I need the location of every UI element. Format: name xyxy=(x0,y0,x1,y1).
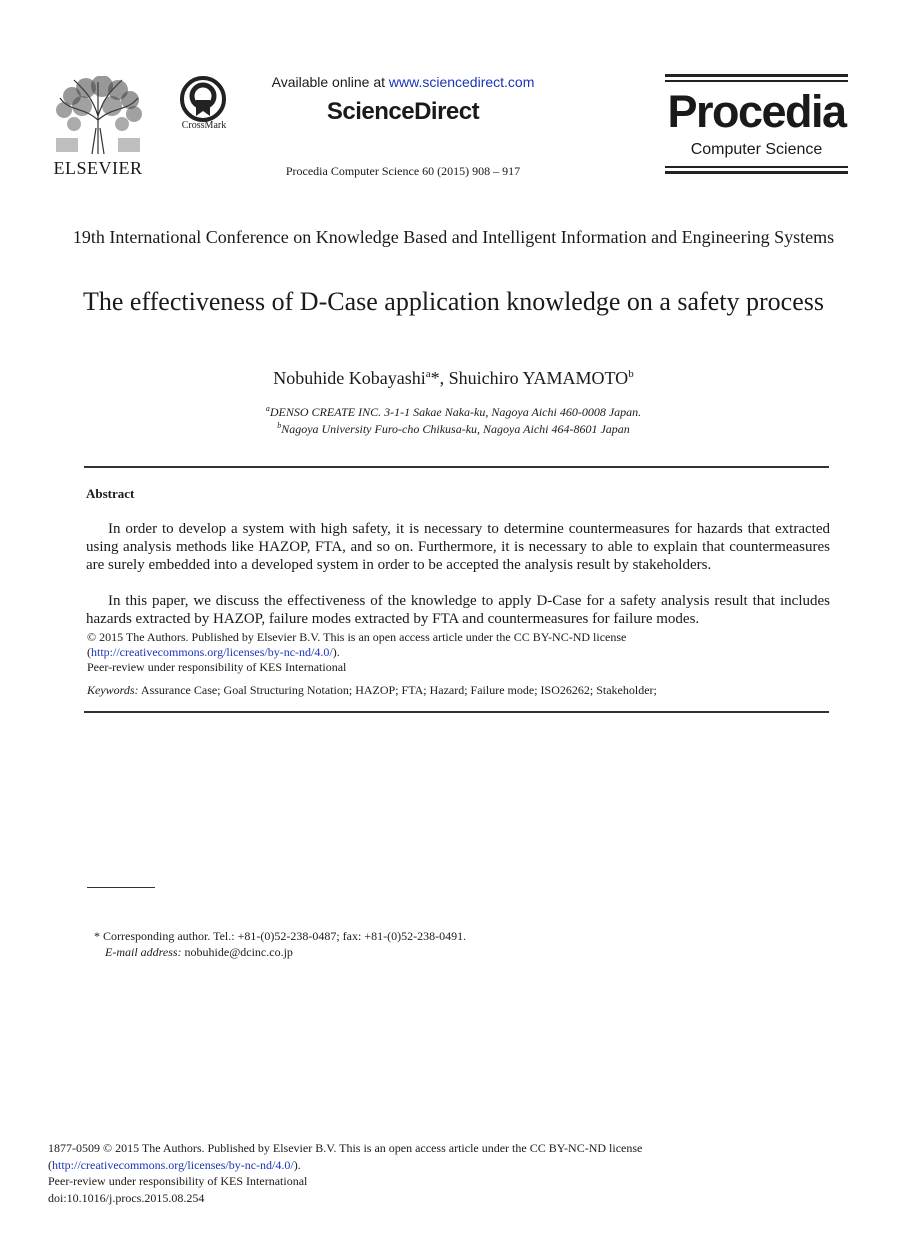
paren-close: ). xyxy=(332,645,340,659)
crossmark-label: CrossMark xyxy=(181,120,227,131)
logo-bar-bottom xyxy=(665,171,848,174)
affiliation-text: DENSO CREATE INC. 3-1-1 Sakae Naka-ku, Nagoya Aichi 460-0008 Japan. xyxy=(269,405,642,419)
corresponding-star: * xyxy=(430,368,440,388)
abstract-paragraph-2: In this paper, we discuss the effectiveness of the knowledge to apply D-Case for a safety analysis result that includes hazards extracted by HAZOP, failure modes extracted by FTA and countermeasures for failure modes. xyxy=(86,593,830,627)
footer-license-link[interactable]: http://creativecommons.org/licenses/by-nc-nd/4.0/ xyxy=(52,1158,294,1172)
elsevier-tree-logo-icon xyxy=(52,76,144,156)
publisher-name: ELSEVIER xyxy=(53,158,143,178)
logo-bar-bottom-thin xyxy=(665,166,848,168)
footer-license-line xyxy=(48,1157,848,1173)
logo-bar-top-thin xyxy=(665,80,848,82)
procedia-logo-word: Procedia xyxy=(667,86,846,137)
conference-name: 19th International Conference on Knowledge Based and Intelligent Information and Engineering Systems xyxy=(72,227,835,247)
available-online-line xyxy=(230,74,576,90)
affiliation-a xyxy=(60,404,847,420)
available-prefix: Available online at xyxy=(271,74,389,90)
copyright-line: © 2015 The Authors. Published by Elsevier B.V. This is an open access article under the CC BY-NC-ND license xyxy=(87,630,627,644)
affiliation-mark: a xyxy=(265,404,270,413)
paren-open: ( xyxy=(87,645,91,659)
footnote-rule xyxy=(87,887,155,888)
license-link[interactable]: http://creativecommons.org/licenses/by-nc-nd/4.0/ xyxy=(91,645,333,659)
footer-issn-line: 1877-0509 © 2015 The Authors. Published by Elsevier B.V. This is an open access article under the CC BY-NC-ND license xyxy=(48,1141,643,1155)
footer-peer-review: Peer-review under responsibility of KES International xyxy=(48,1174,308,1188)
affiliation-mark: b xyxy=(628,368,634,380)
sciencedirect-link[interactable]: www.sciencedirect.com xyxy=(388,74,535,90)
affiliation-mark: b xyxy=(277,421,282,430)
affiliation-text: Nagoya University Furo-cho Chikusa-ku, Nagoya Aichi 464-8601 Japan xyxy=(281,422,630,436)
author-list xyxy=(60,368,847,389)
footer-doi: doi:10.1016/j.procs.2015.08.254 xyxy=(48,1191,205,1205)
page-title: The effectiveness of D-Case application knowledge on a safety process xyxy=(83,287,824,316)
peer-review-line: Peer-review under responsibility of KES International xyxy=(87,660,347,674)
keywords-label: Keywords: xyxy=(87,683,139,697)
affiliation-b xyxy=(60,421,847,437)
paren-close: ). xyxy=(293,1158,301,1172)
crossmark-icon[interactable] xyxy=(180,76,226,122)
procedia-logo-sub: Computer Science xyxy=(690,141,823,158)
procedia-journal-logo xyxy=(665,74,848,176)
logo-bar-top xyxy=(665,74,848,77)
abstract-paragraph-1: In order to develop a system with high safety, it is necessary to determine countermeasures for hazards that extracted using analysis methods like HAZOP, FTA, and so on. Furthermore, it is necessary to able to explain that countermeasures are surely embedded into a developed system in order to be accepted the analysis result by stakeholders. xyxy=(86,521,830,573)
abstract-heading: Abstract xyxy=(86,486,135,501)
paren-open: ( xyxy=(48,1158,52,1172)
email-value: nobuhide@dcinc.co.jp xyxy=(184,945,293,959)
divider-top xyxy=(84,466,829,468)
corresponding-author-note: * Corresponding author. Tel.: +81-(0)52-238-0487; fax: +81-(0)52-238-0491. xyxy=(94,929,467,943)
author-name: Nobuhide Kobayashi xyxy=(273,368,426,388)
author-name: Shuichiro YAMAMOTO xyxy=(448,368,629,388)
keywords-list: Assurance Case; Goal Structuring Notation; HAZOP; FTA; Hazard; Failure mode; ISO26262; Stakeholder; xyxy=(140,683,657,697)
affiliation-mark: a xyxy=(425,368,431,380)
divider-bottom xyxy=(84,711,829,713)
email-note xyxy=(105,945,805,960)
author-separator: , xyxy=(439,368,449,388)
license-line xyxy=(87,645,831,660)
journal-citation: Procedia Computer Science 60 (2015) 908 – 917 xyxy=(285,164,521,178)
keywords-line xyxy=(87,683,831,698)
sciencedirect-logo: ScienceDirect xyxy=(326,98,480,125)
email-label: E-mail address: xyxy=(105,945,182,959)
